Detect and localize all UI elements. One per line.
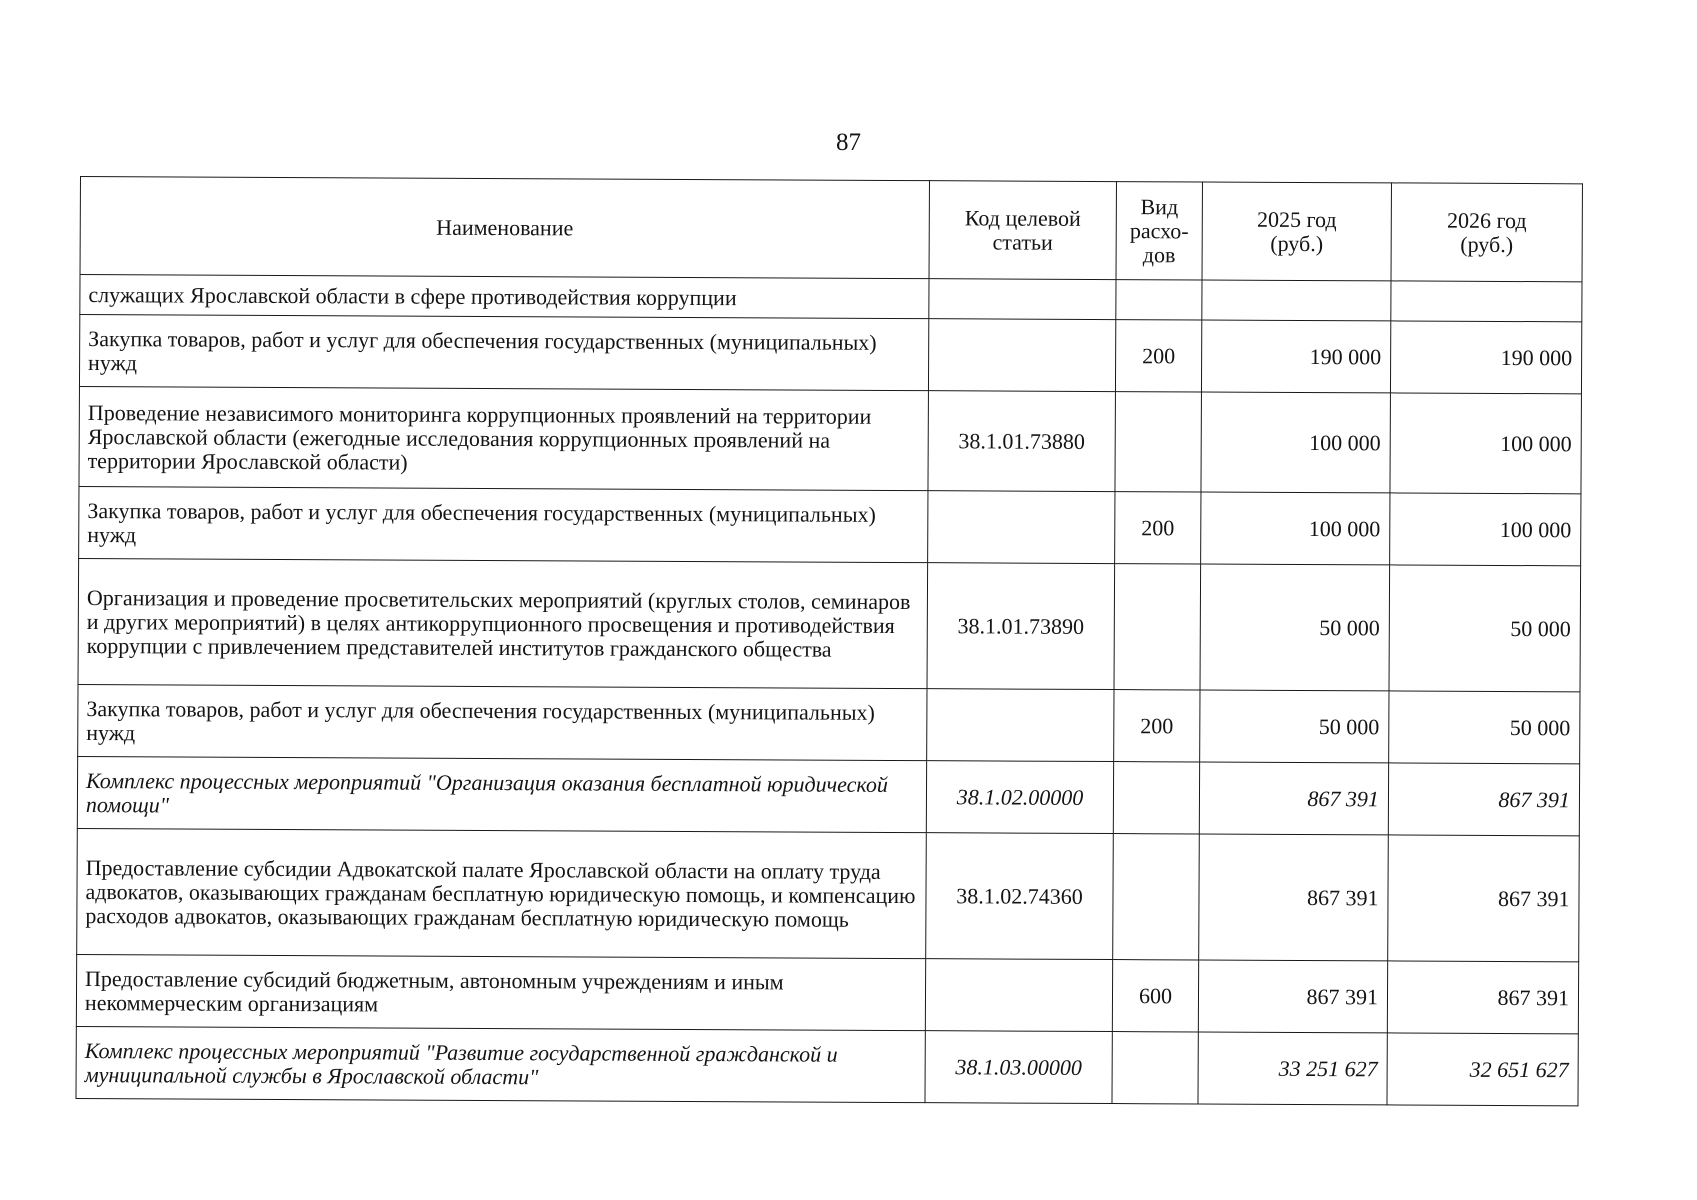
table-row xyxy=(78,684,1580,763)
row-name: Комплекс процессных мероприятий "Организация оказания бесплатной юридической помощи" xyxy=(77,756,926,832)
row-code xyxy=(928,491,1115,564)
row-name: Предоставление субсидии Адвокатской палате Ярославской области на оплату труда адвокатов, оказывающих гражданам бесплатную юридическую помощь, и компенсацию расходов адвокатов, оказывающих гражданам бесплатную юридическую помощь xyxy=(77,828,927,958)
row-amount-2025: 867 391 xyxy=(1198,960,1387,1033)
row-code xyxy=(929,279,1116,320)
row-amount-2026: 100 000 xyxy=(1390,393,1581,494)
row-amount-2025: 867 391 xyxy=(1199,762,1388,835)
table-row xyxy=(78,558,1581,691)
row-name: Комплекс процессных мероприятий "Развитие государственной гражданской и муниципальной службы в Ярославской области" xyxy=(76,1026,925,1102)
row-amount-2025: 100 000 xyxy=(1201,392,1390,493)
row-amount-2025: 50 000 xyxy=(1200,564,1390,691)
row-code: 38.1.03.00000 xyxy=(925,1031,1112,1104)
row-code: 38.1.01.73890 xyxy=(927,563,1115,690)
row-name: Проведение независимого мониторинга коррупционных проявлений на территории Ярославской области (ежегодные исследования коррупционных проявлений на территории Ярославской области) xyxy=(79,386,928,490)
row-amount-2025: 867 391 xyxy=(1199,834,1389,961)
table-row xyxy=(76,1026,1578,1105)
row-amount-2026: 100 000 xyxy=(1390,493,1581,566)
row-code: 38.1.02.74360 xyxy=(926,833,1114,960)
row-amount-2025: 33 251 627 xyxy=(1198,1032,1387,1105)
row-amount-2025: 190 000 xyxy=(1201,320,1390,393)
row-name: Закупка товаров, работ и услуг для обеспечения государственных (муниципальных) нужд xyxy=(78,684,927,760)
row-amount-2026: 190 000 xyxy=(1390,321,1581,394)
row-kind: 600 xyxy=(1112,960,1198,1032)
table-row xyxy=(77,828,1580,961)
row-amount-2026: 50 000 xyxy=(1389,565,1581,692)
row-kind xyxy=(1112,1032,1198,1104)
row-kind xyxy=(1113,762,1199,834)
row-code: 38.1.02.00000 xyxy=(926,761,1113,834)
row-amount-2026: 867 391 xyxy=(1388,763,1579,836)
header-code: Код целевой статьи xyxy=(929,181,1116,280)
row-amount-2026 xyxy=(1391,281,1582,322)
header-2025: 2025 год (руб.) xyxy=(1202,182,1391,281)
header-2026: 2026 год (руб.) xyxy=(1391,183,1582,282)
row-code xyxy=(927,689,1114,762)
row-name: Закупка товаров, работ и услуг для обеспечения государственных (муниципальных) нужд xyxy=(79,486,928,562)
row-amount-2026: 32 651 627 xyxy=(1387,1033,1578,1106)
page-number: 87 xyxy=(836,129,861,156)
row-amount-2025 xyxy=(1202,280,1391,321)
header-kind: Вид расхо-дов xyxy=(1116,182,1202,280)
table-row xyxy=(79,315,1581,394)
header-row xyxy=(80,177,1582,282)
row-amount-2026: 867 391 xyxy=(1388,835,1580,962)
row-amount-2025: 50 000 xyxy=(1200,690,1389,763)
row-name: Закупка товаров, работ и услуг для обеспечения государственных (муниципальных) нужд xyxy=(79,315,928,391)
row-kind xyxy=(1115,392,1201,492)
table-row xyxy=(79,386,1581,493)
row-amount-2025: 100 000 xyxy=(1201,492,1390,565)
row-name: Организация и проведение просветительских мероприятий (круглых столов, семинаров и других мероприятий) в целях антикоррупционного просвещения и противодействия коррупции с привлечением представителей институтов гражданского общества xyxy=(78,558,928,688)
row-kind xyxy=(1114,564,1201,690)
header-name: Наименование xyxy=(80,177,929,279)
row-code: 38.1.01.73880 xyxy=(928,391,1115,492)
row-kind xyxy=(1116,280,1202,320)
row-kind: 200 xyxy=(1114,690,1200,762)
row-kind: 200 xyxy=(1115,320,1201,392)
table-row xyxy=(76,954,1578,1033)
table-row xyxy=(79,486,1581,565)
row-code xyxy=(925,959,1112,1032)
table-row xyxy=(77,756,1579,835)
row-code xyxy=(928,319,1115,392)
row-kind xyxy=(1113,834,1200,960)
row-amount-2026: 867 391 xyxy=(1387,961,1578,1034)
row-name: служащих Ярославской области в сфере противодействия коррупции xyxy=(80,275,929,319)
row-amount-2026: 50 000 xyxy=(1389,691,1580,764)
row-name: Предоставление субсидий бюджетным, автономным учреждениям и иным некоммерческим организациям xyxy=(76,954,925,1030)
budget-table xyxy=(75,176,1582,1106)
row-kind: 200 xyxy=(1115,492,1201,564)
